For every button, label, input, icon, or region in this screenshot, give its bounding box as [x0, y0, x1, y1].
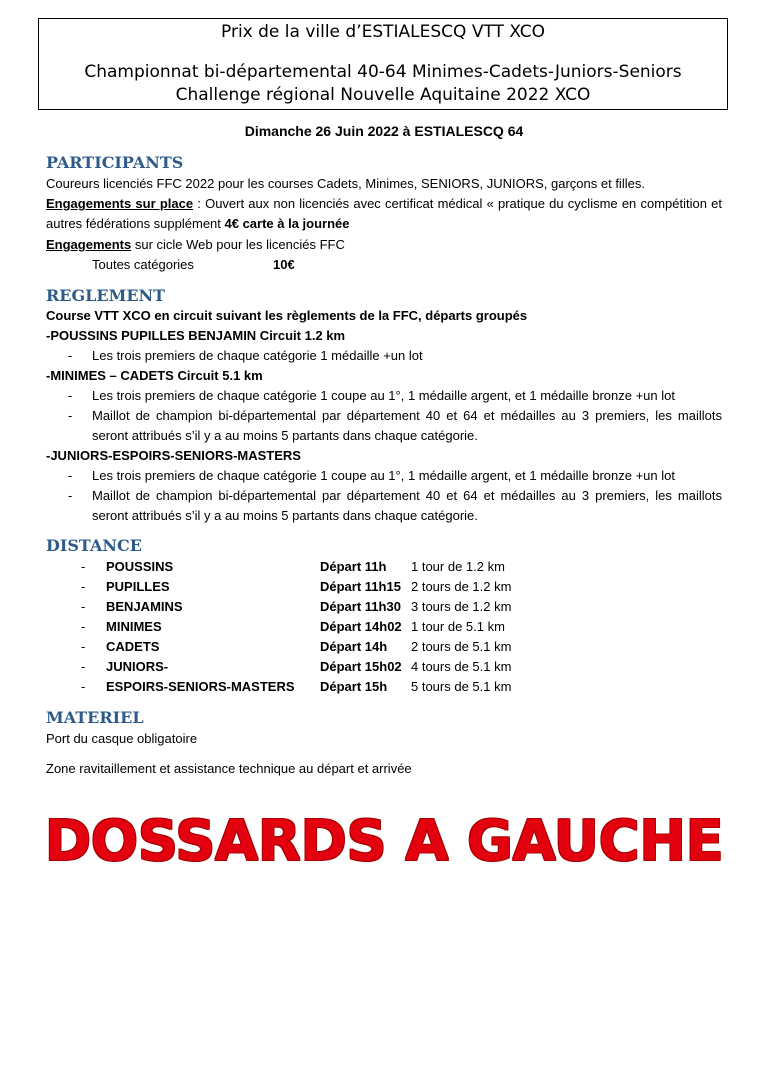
bullet: -	[68, 388, 73, 403]
bullet: -	[68, 348, 73, 363]
start-time: Départ 11h30	[320, 599, 401, 614]
fee-value: 10€	[273, 257, 295, 272]
group2-item2: Maillot de champion bi-départemental par département 40 et 64 et médailles au 3 premiers, les maillots seront attribués s’il y a au moins 5 partants dans chaque catégorie.	[92, 408, 722, 443]
distance: 1 tour de 1.2 km	[411, 559, 505, 574]
materiel-line1: Port du casque obligatoire	[46, 731, 198, 746]
engagements-place-text: : Ouvert aux non licenciés avec certificat médical « pratique du cyclisme en compétition et autres fédérations supplément	[46, 196, 722, 231]
category: POUSSINS	[106, 559, 174, 574]
engagements-place-fee: 4€ carte à la journée	[224, 216, 350, 231]
group3-item2: Maillot de champion bi-départemental par département 40 et 64 et médailles au 3 premiers, les maillots seront attribués s’il y a au moins 5 partants dans chaque catégorie.	[92, 488, 722, 523]
distance-row	[0, 657, 768, 677]
distance: 4 tours de 5.1 km	[411, 659, 512, 674]
bullet: -	[81, 659, 86, 674]
group2-title: -MINIMES – CADETS Circuit 5.1 km	[46, 368, 263, 383]
category: JUNIORS-	[106, 659, 169, 674]
start-time: Départ 11h15	[320, 579, 401, 594]
group3-title: -JUNIORS-ESPOIRS-SENIORS-MASTERS	[46, 448, 301, 463]
distance-heading: DISTANCE	[46, 536, 142, 555]
start-time: Départ 15h02	[320, 659, 402, 674]
distance: 1 tour de 5.1 km	[411, 619, 505, 634]
event-title: Prix de la ville d’ESTIALESCQ VTT XCO	[221, 22, 545, 42]
materiel-heading: MATERIEL	[46, 708, 144, 727]
bullet: -	[81, 619, 86, 634]
participants-intro: Coureurs licenciés FFC 2022 pour les courses Cadets, Minimes, SENIORS, JUNIORS, garçons et filles.	[46, 176, 645, 191]
dossards-banner: DOSSARDS A GAUCHE	[44, 809, 724, 874]
bullet: -	[81, 639, 86, 654]
start-time: Départ 15h	[320, 679, 388, 694]
distance: 3 tours de 1.2 km	[411, 599, 512, 614]
engagements-place-label: Engagements sur place	[46, 196, 194, 211]
distance-row	[0, 677, 768, 697]
engagements-web-text: sur cicle Web pour les licenciés FFC	[131, 237, 345, 252]
fee-label: Toutes catégories	[92, 257, 194, 272]
challenge-line: Challenge régional Nouvelle Aquitaine 2022 XCO	[175, 85, 591, 105]
distance-row	[0, 637, 768, 657]
start-time: Départ 14h02	[320, 619, 402, 634]
group1-item1: Les trois premiers de chaque catégorie 1 médaille +un lot	[92, 348, 423, 363]
bullet: -	[81, 559, 86, 574]
category: MINIMES	[106, 619, 162, 634]
bullet: -	[68, 488, 73, 503]
bullet: -	[81, 599, 86, 614]
title-box	[38, 18, 728, 110]
participants-heading: PARTICIPANTS	[46, 153, 184, 172]
bullet: -	[81, 679, 86, 694]
bullet: -	[81, 579, 86, 594]
category: PUPILLES	[106, 579, 170, 594]
category: ESPOIRS-SENIORS-MASTERS	[106, 679, 295, 694]
distance-row	[0, 557, 768, 577]
start-time: Départ 14h	[320, 639, 388, 654]
materiel-line2: Zone ravitaillement et assistance technique au départ et arrivée	[46, 761, 412, 776]
group2-item1: Les trois premiers de chaque catégorie 1 coupe au 1°, 1 médaille argent, et 1 médaille bronze +un lot	[92, 388, 675, 403]
engagements-place-paragraph	[46, 194, 722, 234]
distance-row	[0, 597, 768, 617]
distance: 5 tours de 5.1 km	[411, 679, 512, 694]
distance: 2 tours de 1.2 km	[411, 579, 512, 594]
group1-title: -POUSSINS PUPILLES BENJAMIN Circuit 1.2 km	[46, 328, 346, 343]
engagements-web-line	[46, 236, 345, 254]
distance: 2 tours de 5.1 km	[411, 639, 512, 654]
engagements-web-label: Engagements	[46, 237, 132, 252]
bullet: -	[68, 408, 73, 423]
championship-line: Championnat bi-départemental 40-64 Minimes-Cadets-Juniors-Seniors	[84, 62, 682, 82]
start-time: Départ 11h	[320, 559, 387, 574]
bullet: -	[68, 468, 73, 483]
distance-row	[0, 577, 768, 597]
category: CADETS	[106, 639, 160, 654]
distance-row	[0, 617, 768, 637]
reglement-heading: REGLEMENT	[46, 286, 166, 305]
reglement-intro: Course VTT XCO en circuit suivant les règlements de la FFC, départs groupés	[46, 308, 528, 323]
group3-item1: Les trois premiers de chaque catégorie 1 coupe au 1°, 1 médaille argent, et 1 médaille bronze +un lot	[92, 468, 675, 483]
event-date: Dimanche 26 Juin 2022 à ESTIALESCQ 64	[244, 123, 524, 139]
category: BENJAMINS	[106, 599, 183, 614]
